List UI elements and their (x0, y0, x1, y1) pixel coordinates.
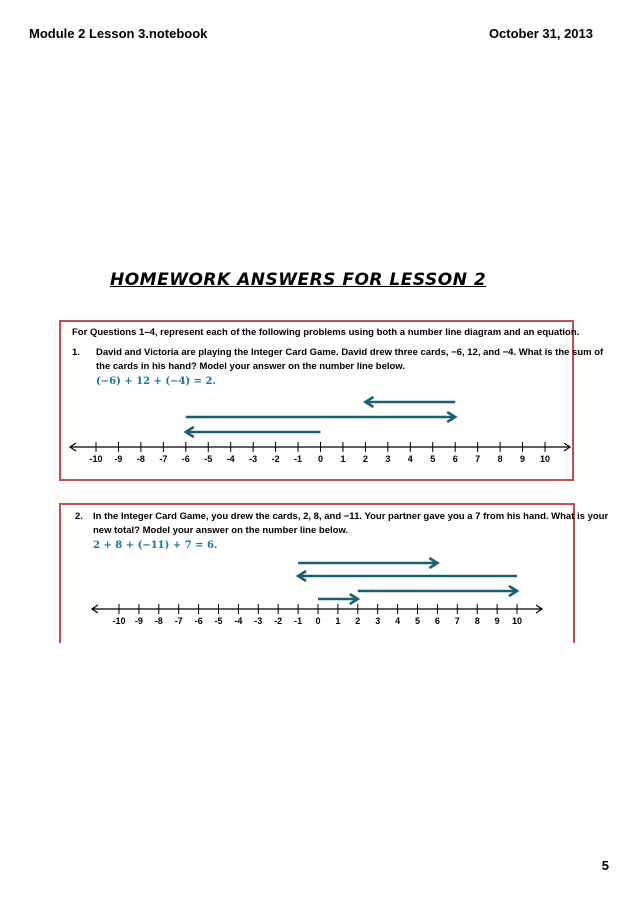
problem-1-tick-label: 3 (385, 454, 391, 464)
problem-1-tick-label: -9 (114, 454, 123, 464)
problem-2-equation: 2 + 8 + (−11) + 7 = 6. (93, 540, 218, 551)
problem-1-text-line1: David and Victoria are playing the Integer Card Game. David drew three cards, −6, 12, and −4. What is the sum of (96, 347, 604, 358)
problem-1-tick-label: 1 (340, 454, 346, 464)
problem-2-tick-label: -8 (154, 616, 163, 626)
page-number: 5 (601, 858, 609, 873)
problem-2-tick-label: 5 (414, 616, 421, 626)
problem-2-tick-label: 0 (315, 616, 321, 626)
problem-1-number: 1. (72, 347, 80, 358)
problem-1-tick-label: -2 (271, 454, 280, 464)
problem-1-tick-label: 7 (475, 454, 481, 464)
instructions-text: For Questions 1–4, represent each of the following problems using both a number line diagram and an equation. (72, 327, 580, 338)
problem-2-arrow-plus-2 (318, 594, 358, 604)
problem-2-tick-label: 4 (395, 616, 401, 626)
problem-1-text-line2: the cards in his hand? Model your answer on the number line below. (96, 361, 405, 372)
problem-2-tick-label: 10 (511, 616, 523, 626)
problem-2-tick-label: 8 (474, 616, 480, 626)
document-title: Module 2 Lesson 3.notebook (29, 26, 208, 41)
problem-2-tick-label: 6 (434, 616, 440, 626)
problem-1-tick-label: -3 (249, 454, 258, 464)
problem-1-tick-label: 0 (317, 454, 324, 464)
problem-2-tick-label: -2 (274, 616, 283, 626)
problem-2-tick-label: -10 (112, 616, 126, 626)
problem-1-tick-label: 4 (407, 454, 413, 464)
problem-2-tick-label: 2 (355, 616, 361, 626)
problem-2-tick-label: -5 (214, 616, 223, 626)
problem-2-tick-label: -1 (294, 616, 303, 626)
problem-1-tick-label: -1 (294, 454, 303, 464)
problem-1-tick-label: -5 (204, 454, 213, 464)
problem-2-tick-label: 3 (375, 616, 381, 626)
problem-1-tick-label: 6 (452, 454, 458, 464)
problem-1-tick-label: -7 (159, 454, 168, 464)
problem-1-tick-label: 8 (497, 454, 503, 464)
problem-2-arrow-plus-7 (298, 558, 437, 568)
problem-1-equation: (−6) + 12 + (−4) = 2. (96, 376, 216, 387)
problem-2-text-line1: In the Integer Card Game, you drew the cards, 2, 8, and −11. Your partner gave you a 7 from his hand. What is your (93, 511, 609, 522)
problem-1-tick-label: 9 (520, 454, 526, 464)
problem-2-tick-label: 1 (335, 616, 341, 626)
problem-2-tick-label: -4 (234, 616, 243, 626)
problem-2-tick-label: -9 (134, 616, 143, 626)
problem-2-tick-label: 9 (494, 616, 500, 626)
problem-1-tick-label: 10 (539, 454, 551, 464)
problem-2-tick-label: -6 (194, 616, 203, 626)
problem-2-tick-label: 7 (454, 616, 460, 626)
problem-2-axis (92, 605, 542, 613)
problem-1-tick-label: 5 (430, 454, 436, 464)
problem-1-tick-label: 2 (362, 454, 368, 464)
problem-1-tick-label: -4 (226, 454, 235, 464)
page-title: HOMEWORK ANSWERS FOR LESSON 2 (110, 270, 487, 290)
problem-2-tick-label: -7 (174, 616, 183, 626)
problem-1-tick-label: -10 (89, 454, 103, 464)
problem-2-tick-label: -3 (254, 616, 263, 626)
problem-2-number: 2. (75, 511, 83, 522)
problem-1-tick-label: -6 (181, 454, 190, 464)
problem-1-tick-label: -8 (136, 454, 145, 464)
problem-2-arrow-minus-11 (298, 571, 517, 581)
problem-2-text-line2: new total? Model your answer on the number line below. (93, 525, 349, 536)
problem-2-arrow-plus-8 (358, 586, 517, 596)
document-date: October 31, 2013 (488, 26, 593, 41)
